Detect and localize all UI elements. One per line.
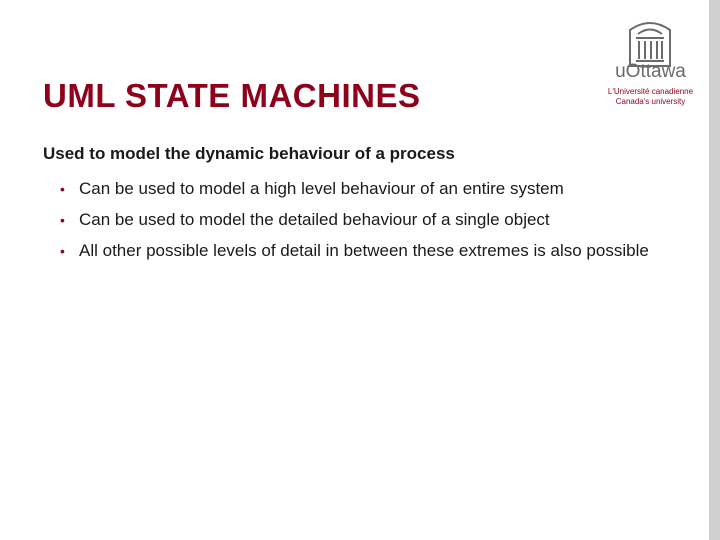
bullet-item [60, 178, 650, 200]
slide-subtitle: Used to model the dynamic behaviour of a process [43, 144, 455, 163]
bullet-text: Can be used to model a high level behaviour of an entire system [79, 179, 564, 198]
logo-tagline-english: Canada's university [615, 97, 686, 106]
slide-title: UML STATE MACHINES [43, 77, 421, 114]
bullet-text: All other possible levels of detail in between these extremes is also possible [79, 241, 649, 260]
bullet-dot-icon: • [60, 212, 65, 228]
bullet-item [60, 240, 650, 262]
bullet-list [60, 178, 650, 271]
bullet-dot-icon: • [60, 181, 65, 197]
university-logo [598, 10, 703, 110]
logo-tagline-french: L'Université canadienne [607, 87, 694, 96]
bullet-item [60, 209, 650, 231]
right-edge-rule [709, 0, 720, 540]
bullet-text: Can be used to model the detailed behaviour of a single object [79, 210, 550, 229]
logo-wordmark: uOttawa [615, 61, 686, 82]
bullet-dot-icon: • [60, 243, 65, 259]
